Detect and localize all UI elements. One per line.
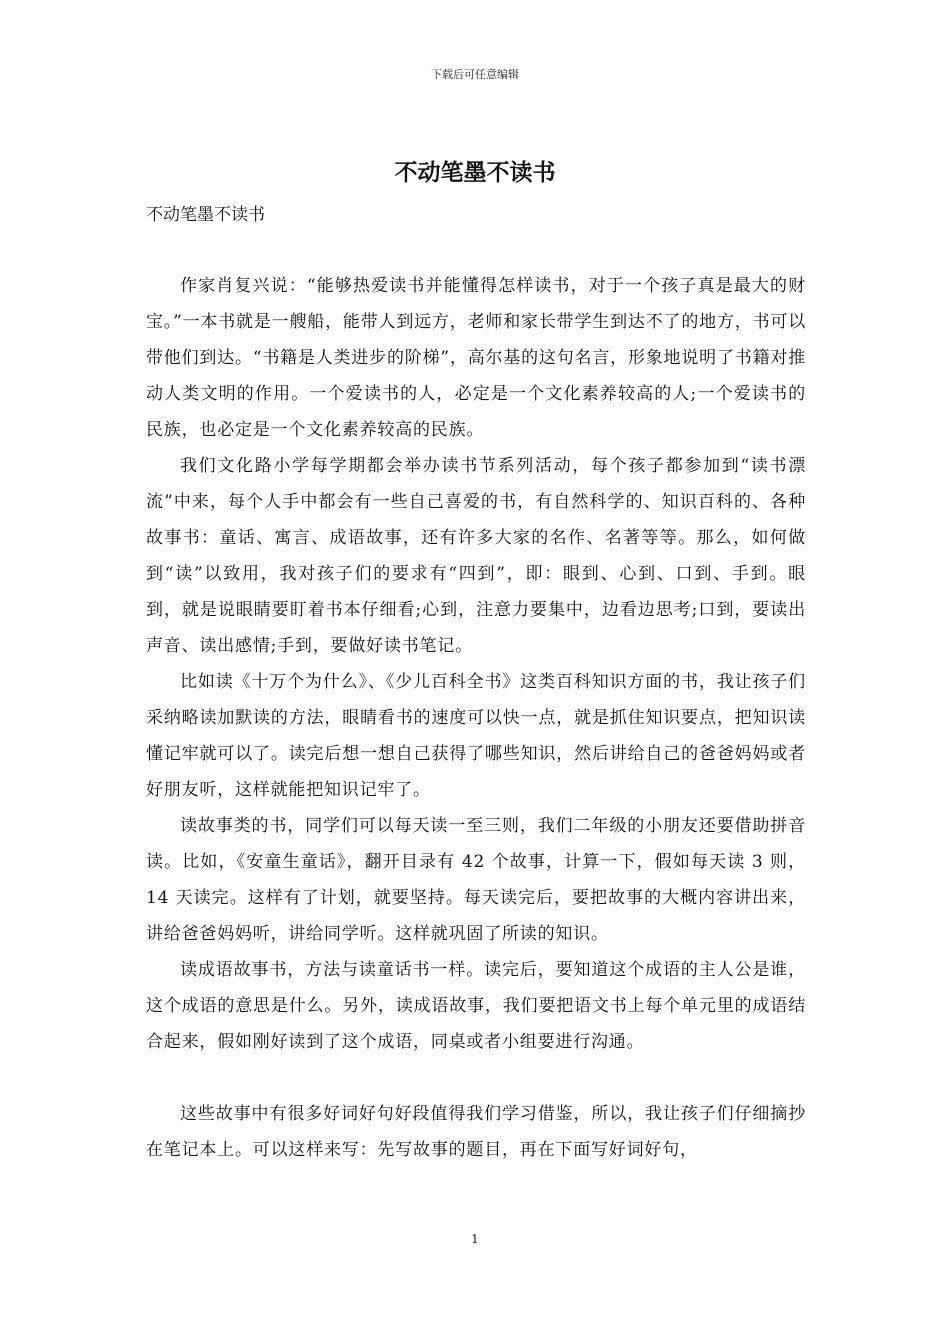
- page-number: 1: [471, 1232, 479, 1246]
- page-header-note: 下载后可任意编辑: [431, 68, 519, 81]
- paragraph: 作家肖复兴说：“能够热爱读书并能懂得怎样读书，对于一个孩子真是最大的财宝。”一本书就是一艘船，能带人到远方，老师和家长带学生到达不了的地方，书可以带他们到达。“书籍是人类进步的阶梯”，高尔基的这句名言，形象地说明了书籍对推动人类文明的作用。一个爱读书的人，必定是一个文化素养较高的人;一个爱读书的民族，也必定是一个文化素养较高的民族。: [146, 276, 806, 440]
- paragraph: 我们文化路小学每学期都会举办读书节系列活动，每个孩子都参加到“读书漂流”中来，每个人手中都会有一些自己喜爱的书，有自然科学的、知识百科的、各种故事书：童话、寓言、成语故事，还有许多大家的名作、名著等等。那么，如何做到“读”以致用，我对孩子们的要求有“四到”，即：眼到、心到、口到、手到。眼到，就是说眼睛要盯着书本仔细看;心到，注意力要集中，边看边思考;口到，要读出声音、读出感情;手到，要做好读书笔记。: [146, 456, 806, 656]
- paragraph: 读故事类的书，同学们可以每天读一至三则，我们二年级的小朋友还要借助拼音读。比如，《安童生童话》，翻开目录有 42 个故事，计算一下，假如每天读 3 则，14 天读完。这样有了计划，就要坚持。每天读完后，要把故事的大概内容讲出来，讲给爸爸妈妈听，讲给同学听。这样就巩固了所读的知识。: [146, 816, 806, 944]
- document-body: [146, 268, 806, 1168]
- paragraph: 这些故事中有很多好词好句好段值得我们学习借鉴，所以，我让孩子们仔细摘抄在笔记本上。可以这样来写：先写故事的题目，再在下面写好词好句，: [146, 1104, 806, 1160]
- document-subtitle: 不动笔墨不读书: [146, 205, 265, 225]
- paragraph: 读成语故事书，方法与读童话书一样。读完后，要知道这个成语的主人公是谁，这个成语的意思是什么。另外，读成语故事，我们要把语文书上每个单元里的成语结合起来，假如刚好读到了这个成语，同桌或者小组要进行沟通。: [146, 960, 806, 1052]
- paragraph: 比如读《十万个为什么》、《少儿百科全书》这类百科知识方面的书，我让孩子们采纳略读加默读的方法，眼睛看书的速度可以快一点，就是抓住知识要点，把知识读懂记牢就可以了。读完后想一想自己获得了哪些知识，然后讲给自己的爸爸妈妈或者好朋友听，这样就能把知识记牢了。: [146, 672, 806, 800]
- document-title: 不动笔墨不读书: [394, 160, 556, 186]
